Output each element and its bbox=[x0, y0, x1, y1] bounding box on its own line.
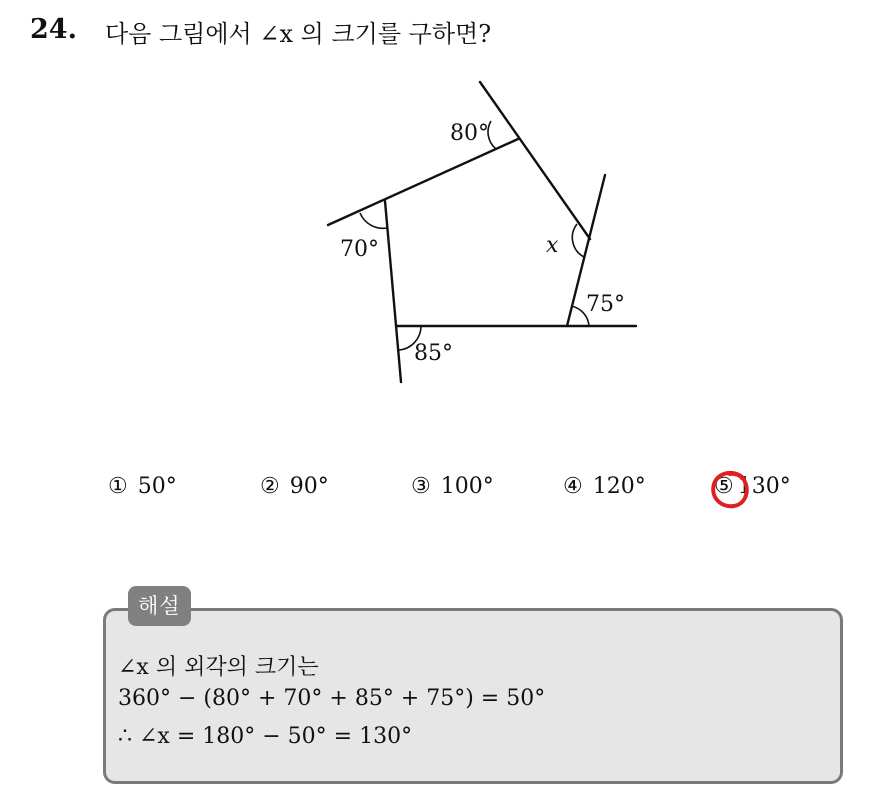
line-top-right bbox=[480, 82, 590, 239]
label-80: 80° bbox=[450, 121, 489, 146]
choice-2-mark: ② bbox=[260, 474, 280, 499]
question-text bbox=[105, 14, 491, 49]
choice-5-value: 130° bbox=[737, 474, 791, 499]
solution-line-1: ∠x 의 외각의 크기는 bbox=[118, 655, 319, 680]
choice-1-mark: ① bbox=[108, 474, 128, 499]
selected-answer-circle-icon bbox=[708, 468, 752, 512]
question-text-after: 의 크기를 구하면? bbox=[293, 20, 492, 48]
angle-variable: x bbox=[279, 20, 294, 48]
label-70: 70° bbox=[340, 237, 379, 262]
label-75: 75° bbox=[586, 292, 625, 317]
label-85: 85° bbox=[414, 341, 453, 366]
choice-5-mark: ⑤ bbox=[714, 474, 734, 499]
choice-4-value: 120° bbox=[592, 474, 646, 499]
answer-choices bbox=[108, 474, 828, 510]
choice-3-mark: ③ bbox=[411, 474, 431, 499]
choice-1-value: 50° bbox=[137, 474, 177, 499]
choice-5[interactable] bbox=[714, 474, 791, 499]
choice-1[interactable] bbox=[108, 474, 177, 499]
question-text-before: 다음 그림에서 bbox=[105, 20, 260, 48]
line-top-left bbox=[328, 139, 518, 225]
choice-4[interactable] bbox=[563, 474, 646, 499]
arc-70 bbox=[360, 213, 387, 228]
choice-2-value: 90° bbox=[289, 474, 329, 499]
solution-label: 해설 bbox=[128, 586, 191, 626]
arc-80 bbox=[488, 121, 496, 149]
choice-3[interactable] bbox=[411, 474, 494, 499]
solution-line-3: ∴ ∠x = 180° − 50° = 130° bbox=[118, 724, 413, 749]
angle-symbol: ∠ bbox=[259, 20, 280, 48]
choice-2[interactable] bbox=[260, 474, 329, 499]
line-left bbox=[385, 201, 401, 382]
choice-4-mark: ④ bbox=[563, 474, 583, 499]
question-number: 24. bbox=[30, 14, 77, 45]
label-x: x bbox=[546, 233, 559, 258]
pentagon-figure bbox=[300, 70, 660, 400]
choice-3-value: 100° bbox=[440, 474, 494, 499]
solution-line-2: 360° − (80° + 70° + 85° + 75°) = 50° bbox=[118, 686, 546, 711]
